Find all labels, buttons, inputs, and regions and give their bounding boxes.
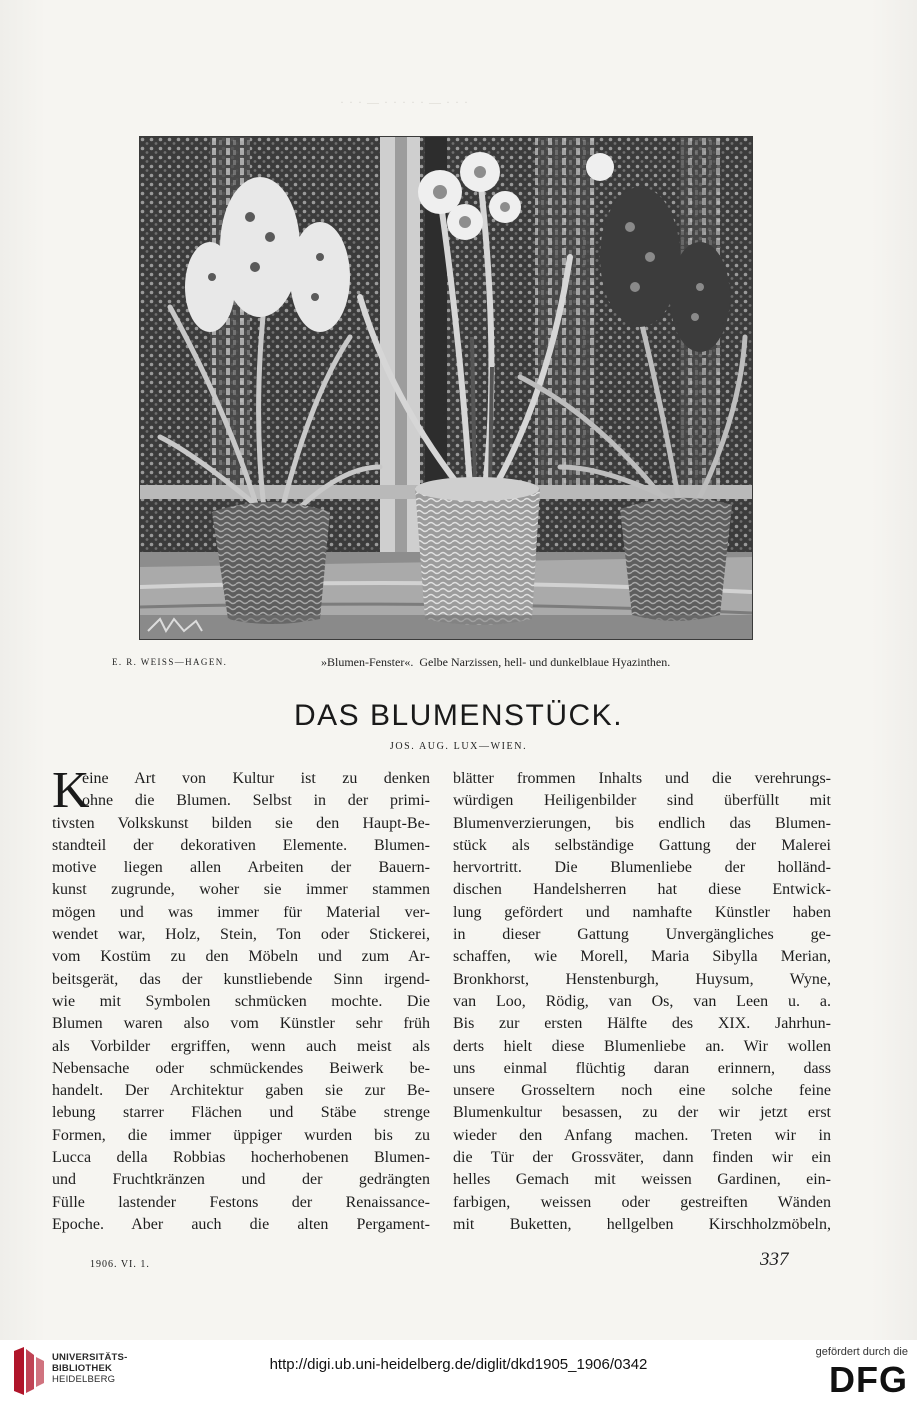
text-line: standteil der dekorativen Elemente. Blumen-: [52, 836, 430, 854]
text-line: wendet war, Holz, Stein, Ton oder Stickerei,: [52, 926, 430, 944]
sponsor-note: gefördert durch die: [815, 1346, 908, 1358]
text-line: derts hielt diese Blumenliebe an. Wir wollen: [453, 1037, 831, 1055]
text-line: motive liegen allen Arbeiten der Bauern-: [52, 859, 430, 877]
text-line: Bis zur ersten Hälfte des XIX. Jahrhun-: [453, 1015, 831, 1033]
text-line: lebung starrer Flächen und Stäbe strenge: [52, 1104, 430, 1122]
text-line: Bronkhorst, Henstenburgh, Huysum, Wyne,: [453, 970, 831, 988]
text-line: in dieser Gattung Unvergängliches ge-: [453, 926, 831, 944]
text-line: mit Buketten, hellgelben Kirschholzmöbeln,: [453, 1215, 831, 1233]
text-line: hervortritt. Die Blumenliebe der holländ-: [453, 859, 831, 877]
caption-title: [321, 655, 670, 670]
text-line: als Vorbilder ergriffen, wenn auch meist als: [52, 1037, 430, 1055]
text-line: eine Art von Kultur ist zu denken: [82, 770, 430, 787]
dfg-logo[interactable]: DFG: [829, 1359, 908, 1400]
article-author: JOS. AUG. LUX—WIEN.: [389, 741, 528, 752]
caption-artist: E. R. WEISS—HAGEN.: [112, 657, 228, 667]
text-line: blätter frommen Inhalts und die verehrungs-: [453, 770, 831, 787]
text-line: lung gefördert und namhafte Künstler haben: [453, 903, 831, 921]
drop-cap: K: [52, 762, 90, 819]
text-line: Blumen waren also vom Künstler sehr früh: [52, 1015, 430, 1033]
bleed-through-text: · · · — · · · · · — · · ·: [340, 95, 469, 109]
text-line: die Tür der Grossväter, dann finden wir ein: [453, 1149, 831, 1167]
text-line: kunst zugrunde, woher sie immer stammen: [52, 881, 430, 899]
text-line: uns einmal flüchtig daran erinnern, dass: [453, 1059, 831, 1077]
text-line: unsere Grosseltern noch eine solche feine: [453, 1082, 831, 1100]
library-city: HEIDELBERG: [52, 1374, 116, 1385]
text-line: mögen und was immer für Material ver-: [52, 903, 430, 921]
caption-description: Gelbe Narzissen, hell- und dunkelblaue Hyazinthen.: [419, 655, 671, 669]
text-line: ohne die Blumen. Selbst in der primi-: [82, 792, 430, 810]
text-line: Formen, die immer üppiger wurden bis zu: [52, 1126, 430, 1144]
figure-caption: [112, 655, 752, 671]
text-line: wieder den Anfang machen. Treten wir in: [453, 1126, 831, 1144]
painting-illustration: [140, 137, 752, 639]
permalink-url[interactable]: http://digi.ub.uni-heidelberg.de/diglit/dkd1905_1906/0342: [269, 1356, 648, 1373]
right-column: [453, 768, 831, 1236]
university-logo-icon[interactable]: [10, 1345, 48, 1402]
text-line: helles Gemach mit weissen Gardinen, ein-: [453, 1171, 831, 1189]
article-title: DAS BLUMENSTÜCK.: [293, 699, 624, 732]
library-name-line-1: UNIVERSITÄTS-: [52, 1352, 128, 1363]
text-line: wie mit Symbolen schmücken mochte. Die: [52, 992, 430, 1010]
text-line: Epoche. Aber auch die alten Pergament-: [52, 1215, 430, 1233]
text-line: vom Kostüm zu den Möbeln und zum Ar-: [52, 948, 430, 966]
text-line: Lucca della Robbias hocherhobenen Blumen-: [52, 1149, 430, 1167]
text-line: Blumenkultur besassen, zu der wir jetzt erst: [453, 1104, 831, 1122]
text-line: schaffen, wie Morell, Maria Sibylla Merian,: [453, 948, 831, 966]
text-line: Fülle lastender Festons der Renaissance-: [52, 1193, 430, 1211]
text-line: würdigen Heiligenbilder sind überfüllt mit: [453, 792, 831, 810]
text-line: dischen Handelsherren hat diese Entwick-: [453, 881, 831, 899]
text-line: farbigen, weissen oder gestreiften Wänden: [453, 1193, 831, 1211]
text-line: Nebensache oder schmückendes Beiwerk be-: [52, 1059, 430, 1077]
left-column: [52, 762, 430, 1236]
text-line: und Fruchtkränzen und der gedrängten: [52, 1171, 430, 1189]
page-number: 337: [760, 1249, 789, 1270]
library-name-line-2: BIBLIOTHEK: [52, 1363, 113, 1374]
text-line: Blumenverzierungen, bis endlich das Blumen-: [453, 814, 831, 832]
text-line: handelt. Der Architektur gaben sie zur Be-: [52, 1082, 430, 1100]
text-line: beitsgerät, das der kunstliebende Sinn irgend-: [52, 970, 430, 988]
text-line: van Loo, Rödig, van Os, van Leen u. a.: [453, 992, 831, 1010]
painting-graphic: [140, 137, 752, 639]
text-line: tivsten Volkskunst bilden sie den Haupt-Be-: [52, 814, 430, 832]
text-line: stück als selbständige Gattung der Malerei: [453, 836, 831, 854]
volume-label: 1906. VI. 1.: [90, 1259, 150, 1270]
caption-work-title: »Blumen-Fenster«.: [321, 655, 414, 669]
